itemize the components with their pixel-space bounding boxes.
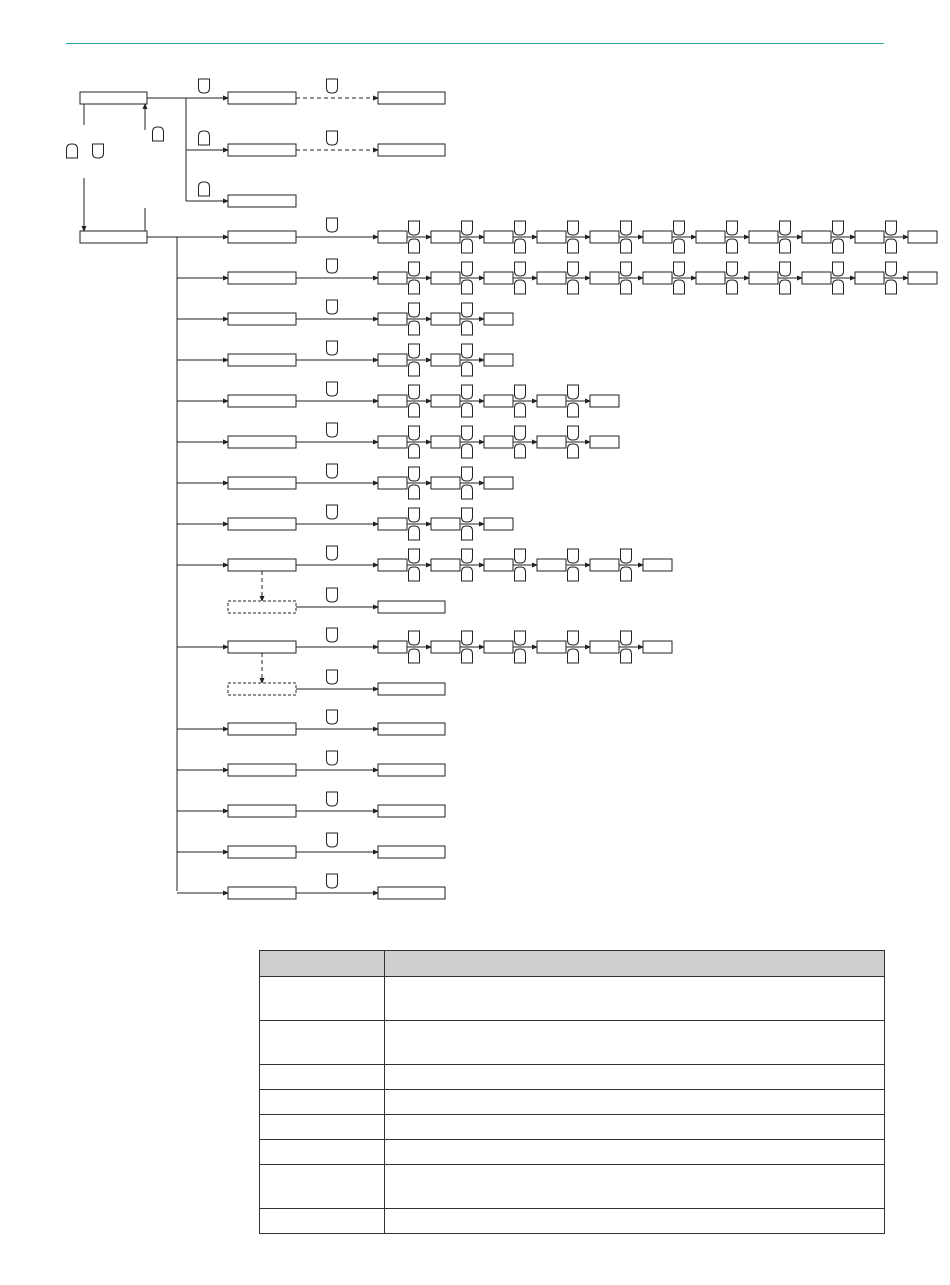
value-step-box [537,231,566,243]
table-header-cell [385,951,885,977]
up-key-icon [780,280,791,294]
table-header-row [260,951,885,977]
table-cell [260,1115,385,1140]
parameter-box [228,764,296,776]
value-step-box [484,559,513,571]
up-key-icon [886,239,897,253]
value-step-box [590,272,619,284]
up-key-icon [568,239,579,253]
up-key-icon [409,526,420,540]
parameter-box [228,395,296,407]
parameter-box [228,313,296,325]
up-key-icon [409,444,420,458]
down-key-icon [886,221,897,235]
value-step-box [378,518,407,530]
value-step-box [484,477,513,489]
table-cell [385,1209,885,1234]
up-key-icon [568,444,579,458]
value-box [378,805,445,817]
table-row [260,1065,885,1090]
table-cell [260,977,385,1021]
value-step-box [378,313,407,325]
up-key-icon [67,144,78,158]
up-key-icon [409,403,420,417]
parameter-table [259,950,885,1234]
parameter-box [228,354,296,366]
down-key-icon [409,221,420,235]
table-cell [260,1065,385,1090]
up-key-icon [462,362,473,376]
up-key-icon [833,239,844,253]
down-key-icon [621,221,632,235]
parameter-box [228,231,296,243]
up-key-icon [568,403,579,417]
value-step-box [643,641,672,653]
up-key-icon [568,567,579,581]
down-key-icon [327,751,338,765]
value-step-box [537,272,566,284]
value-box [378,144,445,156]
up-key-icon [674,239,685,253]
up-key-icon [462,321,473,335]
value-step-box [537,559,566,571]
down-key-icon [327,546,338,560]
down-key-icon [568,221,579,235]
setup-menu-box [80,231,147,243]
value-box [378,92,445,104]
up-key-icon [568,649,579,663]
parameter-box [228,477,296,489]
down-key-icon [462,303,473,317]
value-step-box [590,641,619,653]
up-key-icon [462,280,473,294]
up-key-icon [515,403,526,417]
parameter-box [228,518,296,530]
down-key-icon [568,385,579,399]
value-step-box [378,354,407,366]
value-step-box [431,395,460,407]
up-key-icon [515,567,526,581]
table-header-cell [260,951,385,977]
up-key-icon [409,567,420,581]
table-row [260,1090,885,1115]
down-key-icon [780,221,791,235]
value-step-box [908,272,937,284]
value-step-box [431,313,460,325]
up-key-icon [409,239,420,253]
down-key-icon [327,628,338,642]
down-key-icon [886,262,897,276]
value-step-box [378,231,407,243]
down-key-icon [515,262,526,276]
value-step-box [643,559,672,571]
value-step-box [537,395,566,407]
table-cell [260,1165,385,1209]
down-key-icon [409,631,420,645]
down-key-icon [327,218,338,232]
value-step-box [802,231,831,243]
up-key-icon [462,649,473,663]
table-cell [385,1021,885,1065]
down-key-icon [409,344,420,358]
down-key-icon [621,262,632,276]
table-cell [385,1165,885,1209]
down-key-icon [568,549,579,563]
down-key-icon [515,549,526,563]
value-step-box [643,231,672,243]
down-key-icon [727,262,738,276]
down-key-icon [327,792,338,806]
table-cell [385,1090,885,1115]
submenu-box [228,195,296,207]
down-key-icon [327,341,338,355]
down-key-icon [409,385,420,399]
down-key-icon [462,467,473,481]
up-key-icon [199,131,210,145]
value-step-box [431,641,460,653]
down-key-icon [409,549,420,563]
table-cell [260,1209,385,1234]
up-key-icon [568,280,579,294]
table-row [260,1165,885,1209]
parameter-box [228,805,296,817]
value-box [378,601,445,613]
up-key-icon [462,444,473,458]
value-step-box [431,518,460,530]
up-key-icon [462,485,473,499]
table-row [260,1209,885,1234]
value-step-box [643,272,672,284]
up-key-icon [515,280,526,294]
value-box [378,723,445,735]
value-step-box [431,477,460,489]
main-menu-box [80,92,147,104]
parameter-box [228,887,296,899]
value-step-box [590,559,619,571]
value-box [378,846,445,858]
down-key-icon [327,79,338,93]
parameter-box [228,559,296,571]
down-key-icon [327,588,338,602]
table-row [260,1115,885,1140]
parameter-box [228,846,296,858]
down-key-icon [833,221,844,235]
up-key-icon [886,280,897,294]
value-box [378,764,445,776]
table-row [260,1140,885,1165]
value-step-box [590,436,619,448]
value-step-box [590,231,619,243]
down-key-icon [327,670,338,684]
down-key-icon [327,833,338,847]
parameter-box [228,723,296,735]
value-step-box [855,231,884,243]
down-key-icon [462,221,473,235]
up-key-icon [409,649,420,663]
down-key-icon [515,221,526,235]
up-key-icon [515,239,526,253]
value-step-box [378,395,407,407]
down-key-icon [568,631,579,645]
down-key-icon [727,221,738,235]
up-key-icon [462,526,473,540]
table-row [260,977,885,1021]
table-cell [385,1065,885,1090]
value-step-box [802,272,831,284]
value-step-box [749,272,778,284]
down-key-icon [327,874,338,888]
down-key-icon [327,131,338,145]
submenu-box [228,92,296,104]
down-key-icon [409,303,420,317]
table-cell [260,1140,385,1165]
value-step-box [696,231,725,243]
value-step-box [431,559,460,571]
table-cell [260,1090,385,1115]
up-key-icon [409,485,420,499]
down-key-icon [462,262,473,276]
down-key-icon [621,631,632,645]
down-key-icon [409,262,420,276]
down-key-icon [327,464,338,478]
down-key-icon [327,423,338,437]
value-step-box [484,395,513,407]
up-key-icon [621,567,632,581]
up-key-icon [833,280,844,294]
up-key-icon [462,239,473,253]
down-key-icon [568,426,579,440]
value-step-box [431,436,460,448]
value-box [378,887,445,899]
down-key-icon [409,467,420,481]
down-key-icon [409,426,420,440]
value-step-box [590,395,619,407]
up-key-icon [462,403,473,417]
up-key-icon [515,444,526,458]
table-cell [385,1140,885,1165]
up-key-icon [199,182,210,196]
up-key-icon [515,649,526,663]
down-key-icon [327,259,338,273]
down-key-icon [515,385,526,399]
up-key-icon [780,239,791,253]
value-step-box [378,559,407,571]
up-key-icon [621,239,632,253]
down-key-icon [462,549,473,563]
value-step-box [378,641,407,653]
up-key-icon [674,280,685,294]
down-key-icon [515,631,526,645]
value-step-box [431,272,460,284]
down-key-icon [462,344,473,358]
down-key-icon [780,262,791,276]
down-key-icon [674,221,685,235]
down-key-icon [93,144,104,158]
parameter-box [228,641,296,653]
optional-parameter-box [228,601,296,613]
value-step-box [537,436,566,448]
up-key-icon [727,239,738,253]
value-step-box [537,641,566,653]
value-box [378,683,445,695]
down-key-icon [327,505,338,519]
table-cell [385,977,885,1021]
down-key-icon [621,549,632,563]
value-step-box [484,272,513,284]
table-cell [260,1021,385,1065]
down-key-icon [568,262,579,276]
up-key-icon [409,321,420,335]
value-step-box [484,231,513,243]
value-step-box [484,354,513,366]
value-step-box [484,641,513,653]
down-key-icon [409,508,420,522]
down-key-icon [199,79,210,93]
down-key-icon [462,508,473,522]
parameter-box [228,272,296,284]
value-step-box [431,354,460,366]
down-key-icon [462,385,473,399]
submenu-box [228,144,296,156]
down-key-icon [327,300,338,314]
value-step-box [855,272,884,284]
up-key-icon [462,567,473,581]
down-key-icon [462,426,473,440]
down-key-icon [327,382,338,396]
value-step-box [696,272,725,284]
up-key-icon [727,280,738,294]
up-key-icon [153,127,164,141]
down-key-icon [462,631,473,645]
parameter-box [228,436,296,448]
down-key-icon [515,426,526,440]
value-step-box [378,272,407,284]
up-key-icon [409,280,420,294]
up-key-icon [621,649,632,663]
value-step-box [484,436,513,448]
value-step-box [749,231,778,243]
up-key-icon [621,280,632,294]
down-key-icon [327,710,338,724]
down-key-icon [833,262,844,276]
table-row [260,1021,885,1065]
value-step-box [484,518,513,530]
table-cell [385,1115,885,1140]
value-step-box [378,477,407,489]
value-step-box [484,313,513,325]
up-key-icon [409,362,420,376]
value-step-box [431,231,460,243]
optional-parameter-box [228,683,296,695]
value-step-box [908,231,937,243]
down-key-icon [674,262,685,276]
value-step-box [378,436,407,448]
